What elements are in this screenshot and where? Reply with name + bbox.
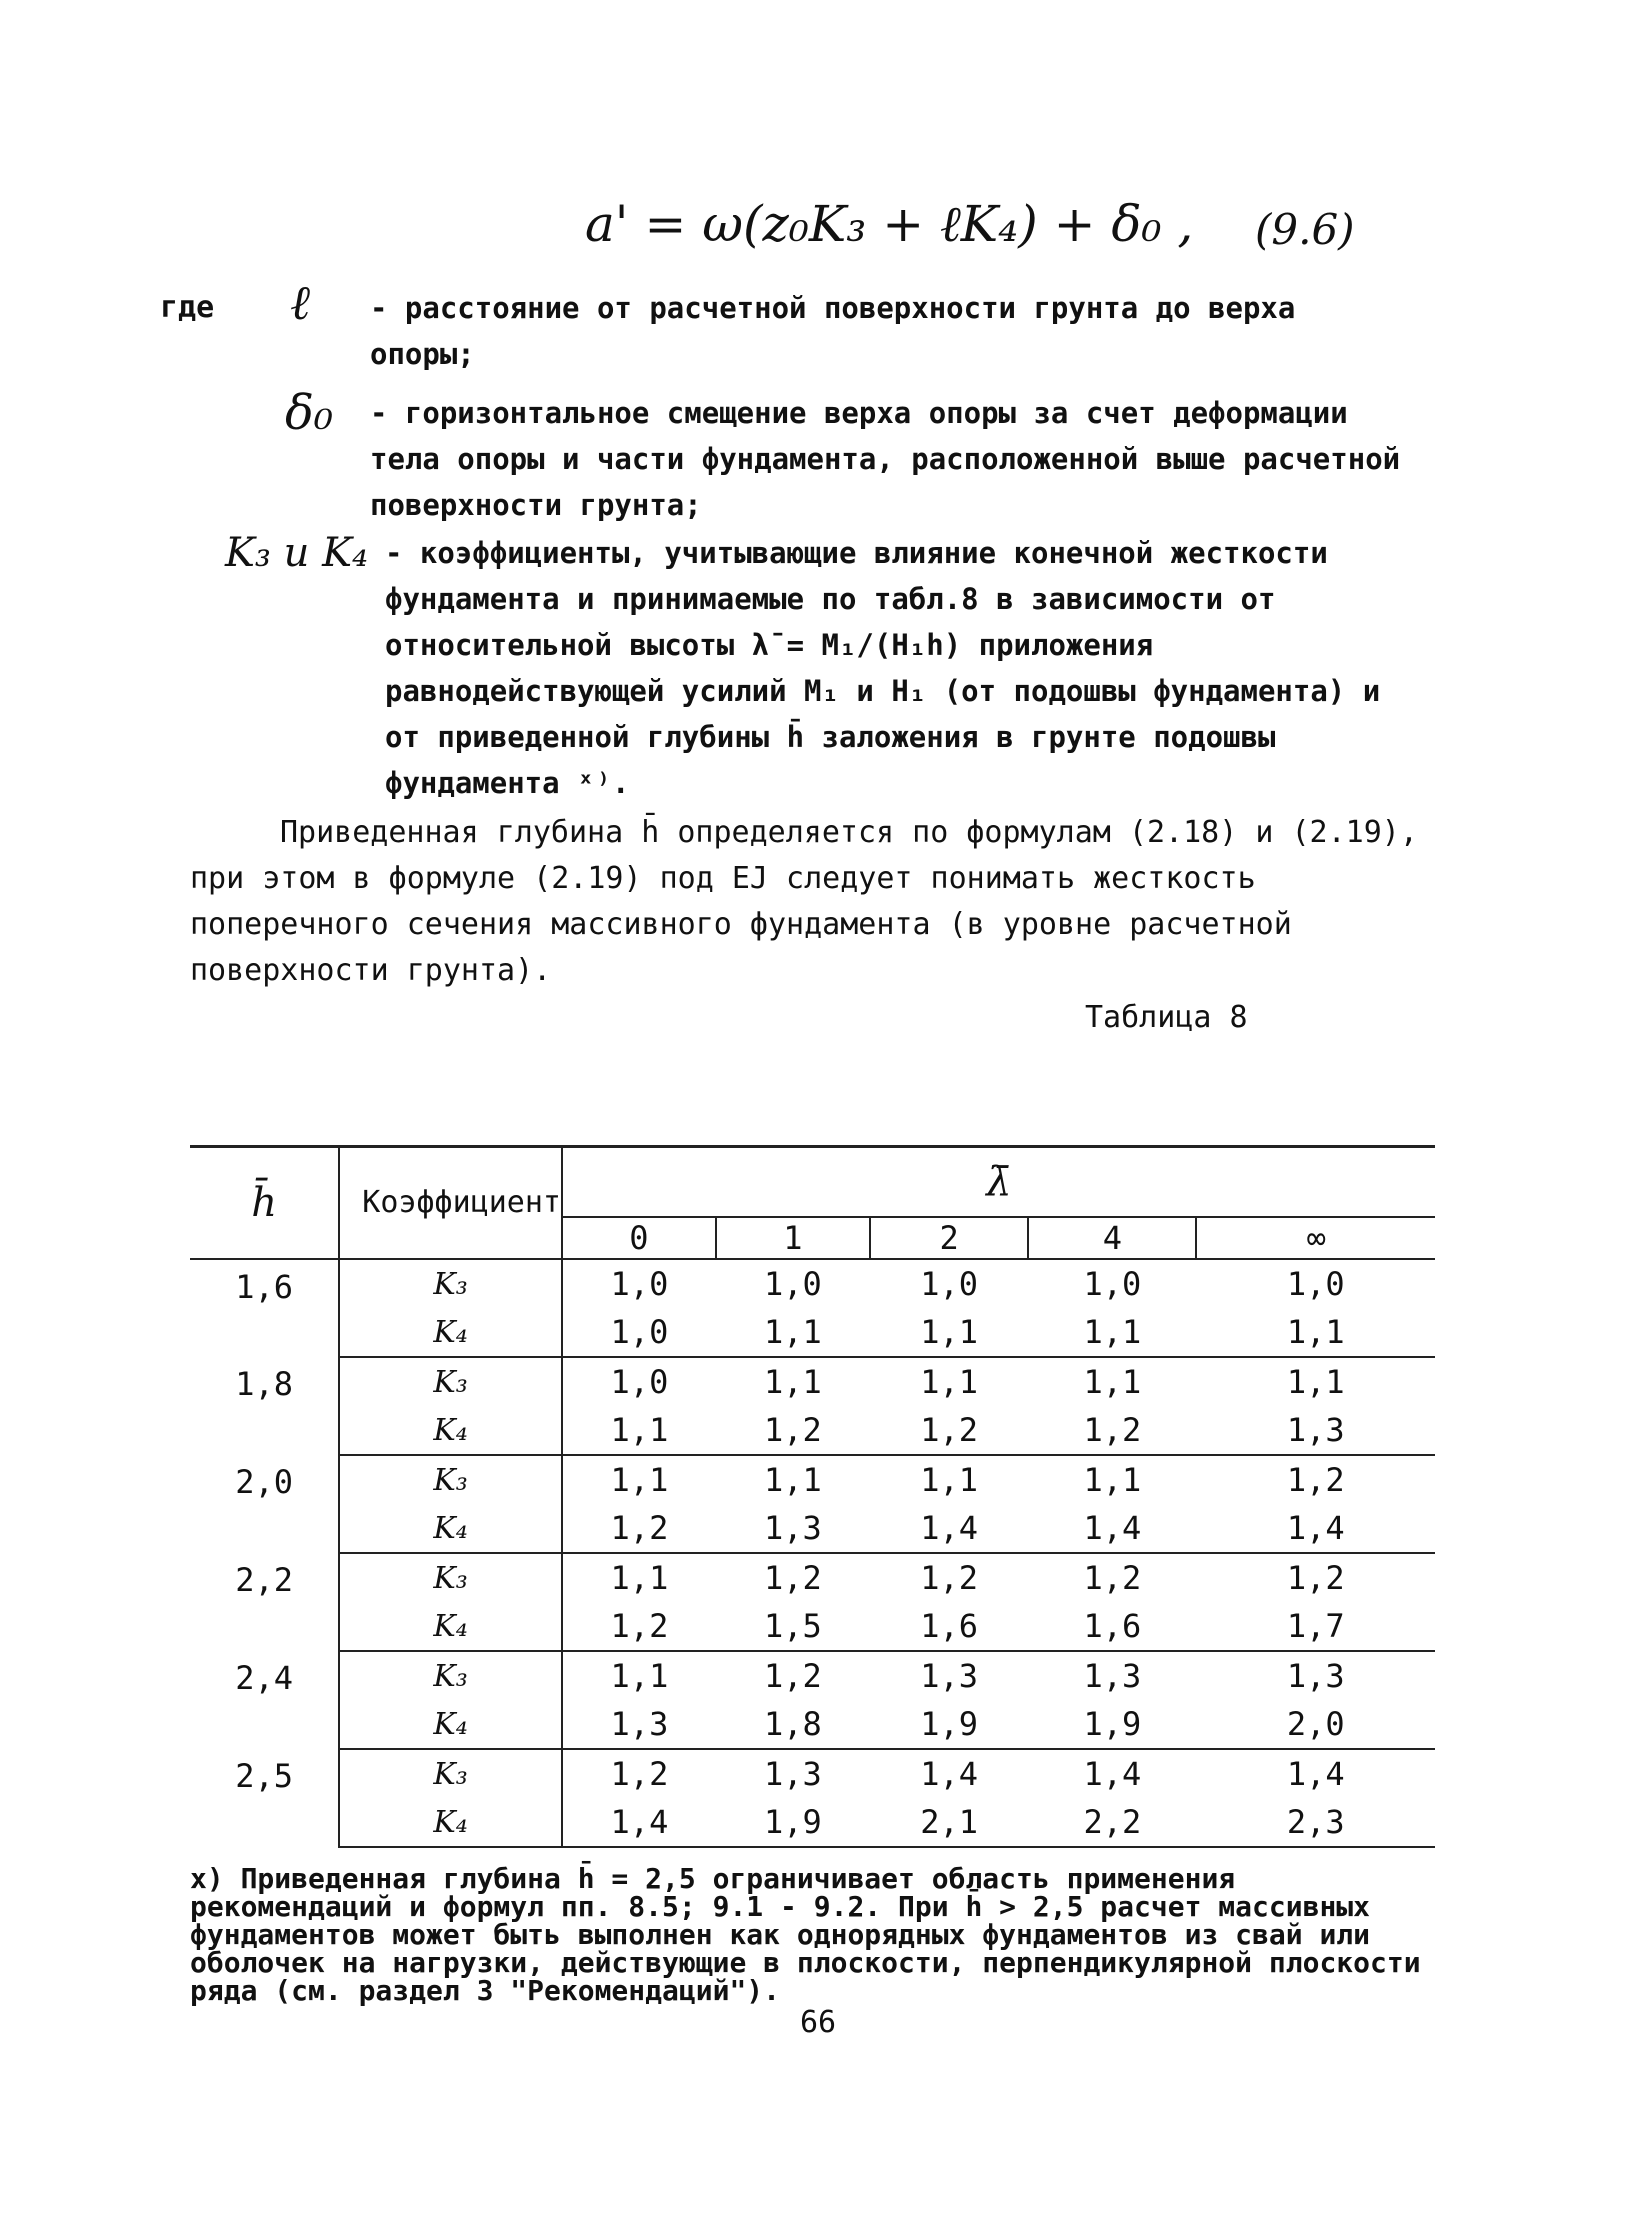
table-cell: 1,9: [1028, 1700, 1196, 1749]
h-value: 2,4: [235, 1659, 294, 1697]
table-cell: 1,0: [1286, 1265, 1345, 1303]
definition-symbol-l: ℓ: [290, 275, 310, 331]
table-cell: 1,4: [870, 1504, 1029, 1553]
table-cell: 1,7: [1196, 1602, 1435, 1651]
where-label: где: [160, 290, 215, 325]
table-cell: 1,4: [1083, 1755, 1142, 1793]
table-cell: 1,1: [562, 1651, 716, 1700]
table-cell: 1,3: [763, 1755, 822, 1793]
table-cell: 1,2: [562, 1602, 716, 1651]
lambda-value: 0: [562, 1217, 716, 1259]
definition-text-k3k4: - коэффициенты, учитывающие влияние конечной жесткости фундамента и принимаемые по табл.8 в зависимости от относительной высоты λ̄ = M₁/(H₁h) приложения равнодействующей усилий M₁ и H₁ (от подошвы фундамента) и от приведенной глубины h̄ заложения в грунте подошвы фундамента ˣ⁾.: [385, 536, 1381, 800]
h-value: 2,0: [235, 1463, 294, 1501]
table-cell: 1,4: [1028, 1504, 1196, 1553]
table-row: [190, 1553, 1435, 1602]
table-cell: 1,1: [562, 1455, 716, 1504]
definition-text-l: - расстояние от расчетной поверхности грунта до верха опоры;: [370, 291, 1296, 371]
table-cell: 1,0: [1083, 1265, 1142, 1303]
formula-number: (9.6): [1255, 205, 1355, 254]
table-cell: 1,4: [1196, 1504, 1435, 1553]
table-cell: 1,2: [1286, 1461, 1345, 1499]
table-cell: 1,2: [1083, 1559, 1142, 1597]
table-row: [190, 1798, 1435, 1847]
coef-label: K₃: [339, 1357, 562, 1406]
table-row: [190, 1700, 1435, 1749]
h-value: 2,5: [235, 1757, 294, 1795]
table-caption: Таблица 8: [1085, 1000, 1248, 1035]
table-cell: 1,1: [1028, 1308, 1196, 1357]
table-cell: 1,1: [562, 1406, 716, 1455]
coef-label: K₃: [339, 1749, 562, 1798]
table-cell: 1,1: [562, 1553, 716, 1602]
table-cell: 2,2: [1028, 1798, 1196, 1847]
table-cell: 1,1: [1286, 1363, 1345, 1401]
coef-label: K₃: [339, 1455, 562, 1504]
table-cell: 1,2: [716, 1406, 870, 1455]
page-number: 66: [800, 2005, 837, 2040]
lambda-value: 2: [870, 1217, 1029, 1259]
table-cell: 1,1: [1196, 1308, 1435, 1357]
table-cell: 1,2: [870, 1406, 1029, 1455]
table-cell: 1,0: [562, 1308, 716, 1357]
table-cell: 1,2: [1028, 1406, 1196, 1455]
table-header-h: h̄: [190, 1147, 339, 1260]
table-cell: 1,0: [562, 1357, 716, 1406]
coef-label: K₄: [339, 1602, 562, 1651]
coef-label: K₄: [339, 1504, 562, 1553]
table-cell: 2,0: [1196, 1700, 1435, 1749]
paragraph-reduced-depth: Приведенная глубина h̄ определяется по формулам (2.18) и (2.19), при этом в формуле (2.19) под EJ следует понимать жесткость поперечного сечения массивного фундамента (в уровне расчетной поверхности грунта).: [190, 815, 1418, 988]
footnote: x) Приведенная глубина h̄ = 2,5 ограничивает область применения рекомендаций и формул пп. 8.5; 9.1 - 9.2. При h̄ > 2,5 расчет массивных фундаментов может быть выполнен как однорядных фундаментов из свай или оболочек на нагрузки, действующие в плоскости, перпендикулярной плоскости ряда (см. раздел 3 "Рекомендаций").: [190, 1862, 1421, 2007]
table-cell: 1,4: [562, 1798, 716, 1847]
table-cell: 1,1: [763, 1461, 822, 1499]
table-8: [190, 1145, 1435, 1848]
coef-label: K₄: [339, 1406, 562, 1455]
coef-label: K₄: [339, 1308, 562, 1357]
formula-9-6: a' = ω(z₀K₃ + ℓK₄) + δ₀ ,: [585, 195, 1194, 253]
definition-symbol-k3k4: K₃ и K₄: [225, 530, 369, 576]
table-cell: 1,2: [920, 1559, 979, 1597]
coef-label: K₃: [339, 1259, 562, 1308]
table-cell: 1,0: [763, 1265, 822, 1303]
table-row: [190, 1749, 1435, 1798]
h-value: 1,6: [235, 1268, 294, 1306]
table-row: [190, 1455, 1435, 1504]
table-row: [190, 1406, 1435, 1455]
coef-label: K₃: [339, 1651, 562, 1700]
table-cell: 1,4: [920, 1755, 979, 1793]
table-cell: 1,1: [716, 1308, 870, 1357]
table-cell: 1,0: [562, 1259, 716, 1308]
table-cell: 1,1: [870, 1308, 1029, 1357]
table-cell: 1,3: [1286, 1657, 1345, 1695]
table-row: [190, 1504, 1435, 1553]
table-cell: 1,1: [920, 1363, 979, 1401]
coef-label: K₄: [339, 1700, 562, 1749]
h-value: 1,8: [235, 1365, 294, 1403]
table-cell: 1,4: [1286, 1755, 1345, 1793]
table-cell: 1,9: [716, 1798, 870, 1847]
table-header-coefficient: Коэффициент: [339, 1147, 562, 1260]
definition-text-delta: - горизонтальное смещение верха опоры за счет деформации тела опоры и части фундамента, расположенной выше расчетной поверхности грунта;: [370, 396, 1401, 522]
table-cell: 1,6: [1028, 1602, 1196, 1651]
h-value: 2,2: [235, 1561, 294, 1599]
lambda-value: 4: [1028, 1217, 1196, 1259]
table-cell: 1,2: [562, 1749, 716, 1798]
table-row: [190, 1259, 1435, 1308]
table-cell: 1,1: [1083, 1461, 1142, 1499]
table-cell: 2,3: [1196, 1798, 1435, 1847]
table-cell: 1,2: [1286, 1559, 1345, 1597]
lambda-value: 1: [716, 1217, 870, 1259]
table-cell: 1,3: [1196, 1406, 1435, 1455]
definition-symbol-delta: δ₀: [285, 385, 334, 441]
table-cell: 1,5: [716, 1602, 870, 1651]
coef-label: K₃: [339, 1553, 562, 1602]
table-cell: 1,1: [763, 1363, 822, 1401]
table-row: [190, 1357, 1435, 1406]
table-header-lambda: λ̄: [562, 1147, 1435, 1218]
table-cell: 1,3: [1083, 1657, 1142, 1695]
table-cell: 1,0: [920, 1265, 979, 1303]
table-row: [190, 1651, 1435, 1700]
table-cell: 1,2: [562, 1504, 716, 1553]
table-cell: 1,3: [716, 1504, 870, 1553]
table-cell: 2,1: [870, 1798, 1029, 1847]
table-row: [190, 1308, 1435, 1357]
coef-label: K₄: [339, 1798, 562, 1847]
lambda-value: ∞: [1196, 1217, 1435, 1259]
table-cell: 1,6: [870, 1602, 1029, 1651]
table-cell: 1,2: [763, 1657, 822, 1695]
table-cell: 1,1: [1083, 1363, 1142, 1401]
table-cell: 1,1: [920, 1461, 979, 1499]
table-cell: 1,8: [716, 1700, 870, 1749]
table-cell: 1,9: [870, 1700, 1029, 1749]
table-cell: 1,3: [920, 1657, 979, 1695]
table-row: [190, 1602, 1435, 1651]
table-cell: 1,3: [562, 1700, 716, 1749]
table-cell: 1,2: [763, 1559, 822, 1597]
